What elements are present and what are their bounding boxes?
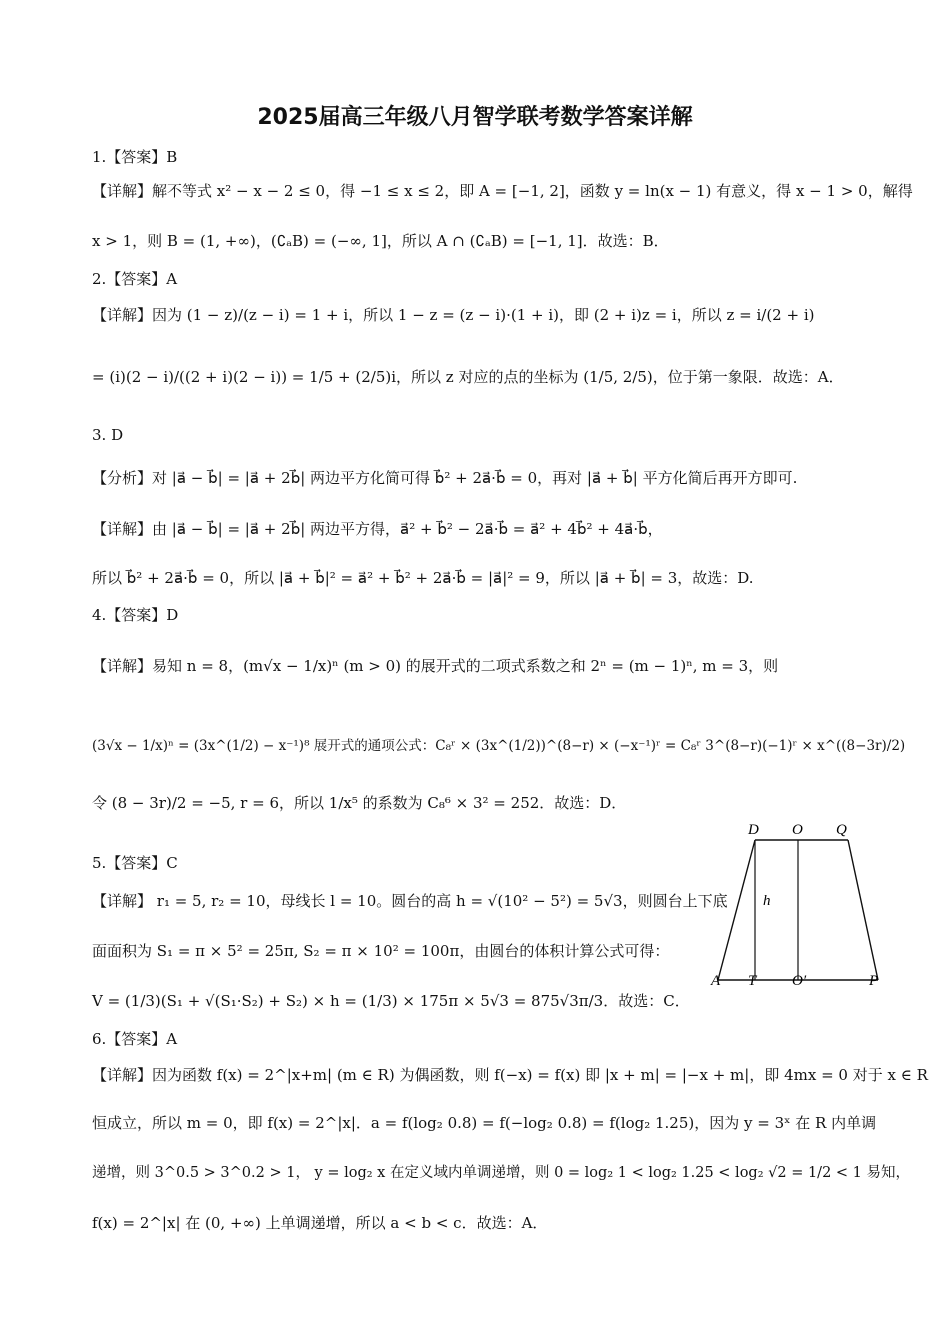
text-line: V = (1/3)(S₁ + √(S₁·S₂) + S₂) × h = (1/3) × 175π × 5√3 = 875√3π/3．故选：C． (92, 992, 690, 1010)
text-line: 【详解】 r₁ = 5, r₂ = 10，母线长 l = 10。圆台的高 h = √(10² − 5²) = 5√3，则圆台上下底 (92, 892, 728, 910)
text-line: 1.【答案】B (92, 148, 178, 166)
text-line: 令 (8 − 3r)/2 = −5, r = 6，所以 1/x⁵ 的系数为 C₈⁶ × 3² = 252．故选：D． (92, 794, 627, 812)
text-line: 面面积为 S₁ = π × 5² = 25π, S₂ = π × 10² = 100π，由圆台的体积计算公式可得： (92, 942, 670, 960)
text-line: 递增，则 3^0.5 > 3^0.2 > 1， y = log₂ x 在定义域内单调递增，则 0 = log₂ 1 < log₂ 1.25 < log₂ √2 = 1/2 < 1 易知， (92, 1165, 910, 1181)
page-title: 2025届高三年级八月智学联考数学答案详解 (257, 105, 693, 130)
text-line: 【详解】易知 n = 8，(m√x − 1/x)ⁿ (m > 0) 的展开式的二项式系数之和 2ⁿ = (m − 1)ⁿ, m = 3，则 (92, 657, 779, 675)
label-D: D (748, 822, 759, 838)
label-P: P (869, 973, 879, 989)
text-line: 6.【答案】A (92, 1030, 178, 1048)
text-line: 3. D (92, 426, 124, 444)
text-line: 【详解】因为 (1 − z)/(z − i) = 1 + i，所以 1 − z = (z − i)·(1 + i)，即 (2 + i)z = i，所以 z = i/(2 + i) (92, 306, 815, 324)
right-slant-edge (848, 840, 878, 980)
text-line: 恒成立，所以 m = 0，即 f(x) = 2^|x|．a = f(log₂ 0.8) = f(−log₂ 0.8) = f(log₂ 1.25)，因为 y = 3ˣ 在 R 内单调 (92, 1114, 877, 1132)
label-Q: Q (836, 822, 847, 838)
text-line: 2.【答案】A (92, 270, 178, 288)
text-line: 5.【答案】C (92, 854, 178, 872)
label-T: T (748, 973, 757, 989)
label-h: h (763, 893, 771, 909)
text-line: 【详解】由 |a⃗ − b⃗| = |a⃗ + 2b⃗| 两边平方得，a⃗² + b⃗² − 2a⃗·b⃗ = a⃗² + 4b⃗² + 4a⃗·b⃗， (92, 520, 663, 538)
text-line: f(x) = 2^|x| 在 (0, +∞) 上单调递增，所以 a < b < c．故选：A． (92, 1214, 548, 1232)
text-line: = (i)(2 − i)/((2 + i)(2 − i)) = 1/5 + (2/5)i，所以 z 对应的点的坐标为 (1/5, 2/5)，位于第一象限．故选：A． (92, 368, 844, 386)
text-line: (3√x − 1/x)ⁿ = (3x^(1/2) − x⁻¹)⁸ 展开式的通项公式：C₈ʳ × (3x^(1/2))^(8−r) × (−x⁻¹)ʳ = C₈ʳ 3^(8−r)(−1)ʳ × x^((8−3r)/2) (92, 738, 906, 754)
frustum-diagram (708, 816, 888, 996)
label-O: O (792, 822, 803, 838)
text-line: 所以 b⃗² + 2a⃗·b⃗ = 0，所以 |a⃗ + b⃗|² = a⃗² + b⃗² + 2a⃗·b⃗ = |a⃗|² = 9，所以 |a⃗ + b⃗| = 3，故选：D. (92, 569, 754, 587)
text-line: 【详解】因为函数 f(x) = 2^|x+m| (m ∈ R) 为偶函数，则 f(−x) = f(x) 即 |x + m| = |−x + m|，即 4mx = 0 对于 x ∈ R (92, 1066, 928, 1084)
text-line: 【详解】解不等式 x² − x − 2 ≤ 0，得 −1 ≤ x ≤ 2，即 A = [−1, 2]，函数 y = ln(x − 1) 有意义，得 x − 1 > 0，解得 (92, 182, 913, 200)
left-slant-edge (718, 840, 755, 980)
text-line: 【分析】对 |a⃗ − b⃗| = |a⃗ + 2b⃗| 两边平方化简可得 b⃗² + 2a⃗·b⃗ = 0，再对 |a⃗ + b⃗| 平方化简后再开方即可. (92, 469, 798, 487)
text-line: x > 1，则 B = (1, +∞)，(∁ₐB) = (−∞, 1]，所以 A ∩ (∁ₐB) = [−1, 1]．故选：B． (92, 232, 669, 250)
label-A: A (711, 973, 721, 989)
text-line: 4.【答案】D (92, 606, 179, 624)
label-O-prime: O′ (792, 973, 807, 989)
